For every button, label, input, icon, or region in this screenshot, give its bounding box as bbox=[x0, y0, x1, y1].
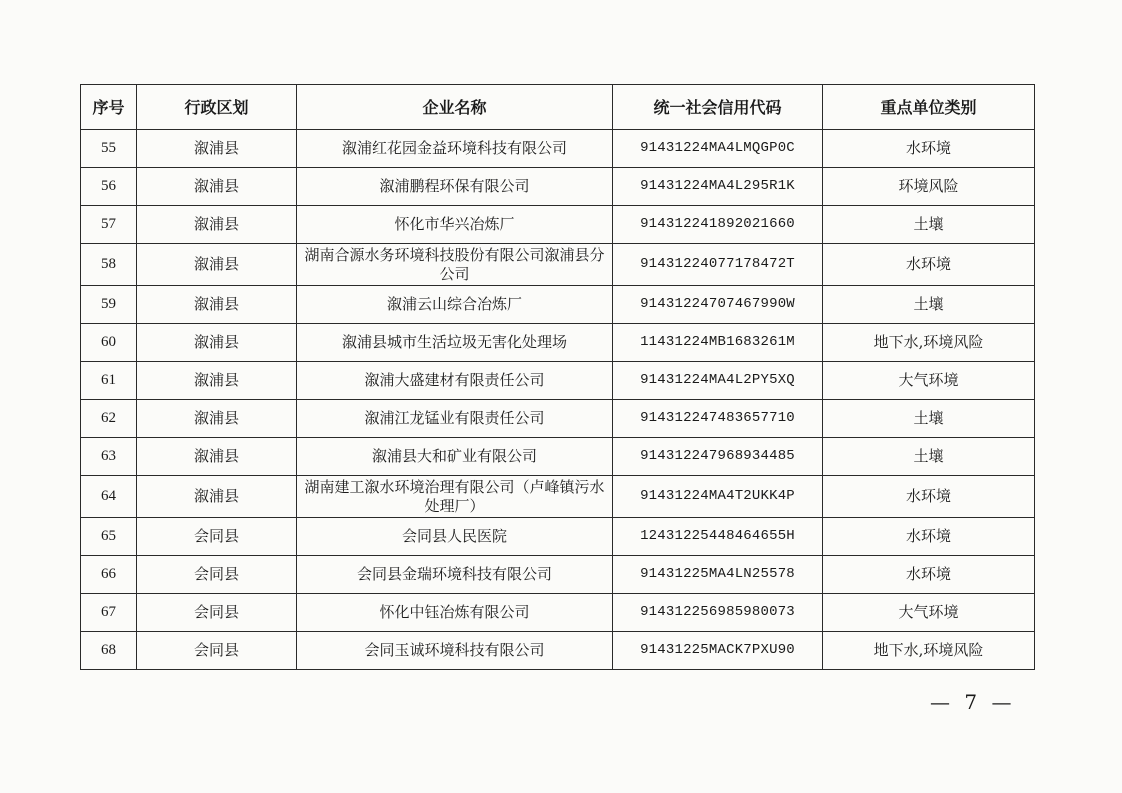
cell-region: 会同县 bbox=[137, 594, 297, 632]
cell-credit-code: 91431224MA4L295R1K bbox=[613, 168, 823, 206]
header-region: 行政区划 bbox=[137, 85, 297, 130]
table-row bbox=[81, 476, 1035, 518]
cell-company-name: 溆浦鹏程环保有限公司 bbox=[297, 168, 613, 206]
cell-serial: 61 bbox=[81, 362, 137, 400]
table-row bbox=[81, 286, 1035, 324]
table-row bbox=[81, 632, 1035, 670]
header-category: 重点单位类别 bbox=[823, 85, 1035, 130]
table-row bbox=[81, 324, 1035, 362]
cell-region: 溆浦县 bbox=[137, 168, 297, 206]
cell-serial: 58 bbox=[81, 244, 137, 286]
cell-region: 溆浦县 bbox=[137, 324, 297, 362]
table-row bbox=[81, 168, 1035, 206]
cell-credit-code: 91431224707467990W bbox=[613, 286, 823, 324]
cell-category: 土壤 bbox=[823, 286, 1035, 324]
cell-serial: 64 bbox=[81, 476, 137, 518]
cell-company-name: 怀化中钰冶炼有限公司 bbox=[297, 594, 613, 632]
enterprise-table-container bbox=[80, 84, 1034, 670]
cell-company-name: 溆浦县城市生活垃圾无害化处理场 bbox=[297, 324, 613, 362]
cell-serial: 60 bbox=[81, 324, 137, 362]
cell-category: 大气环境 bbox=[823, 594, 1035, 632]
table-row bbox=[81, 130, 1035, 168]
cell-region: 会同县 bbox=[137, 556, 297, 594]
cell-credit-code: 11431224MB1683261M bbox=[613, 324, 823, 362]
cell-serial: 62 bbox=[81, 400, 137, 438]
cell-credit-code: 12431225448464655H bbox=[613, 518, 823, 556]
cell-serial: 65 bbox=[81, 518, 137, 556]
cell-serial: 68 bbox=[81, 632, 137, 670]
cell-company-name: 溆浦县大和矿业有限公司 bbox=[297, 438, 613, 476]
cell-category: 地下水,环境风险 bbox=[823, 324, 1035, 362]
cell-company-name: 溆浦大盛建材有限责任公司 bbox=[297, 362, 613, 400]
cell-category: 土壤 bbox=[823, 400, 1035, 438]
cell-category: 地下水,环境风险 bbox=[823, 632, 1035, 670]
cell-credit-code: 914312256985980073 bbox=[613, 594, 823, 632]
cell-region: 溆浦县 bbox=[137, 476, 297, 518]
cell-region: 溆浦县 bbox=[137, 244, 297, 286]
table-row bbox=[81, 206, 1035, 244]
cell-serial: 63 bbox=[81, 438, 137, 476]
table-row bbox=[81, 556, 1035, 594]
cell-region: 溆浦县 bbox=[137, 438, 297, 476]
cell-region: 溆浦县 bbox=[137, 130, 297, 168]
cell-region: 溆浦县 bbox=[137, 400, 297, 438]
enterprise-table bbox=[80, 84, 1035, 670]
cell-credit-code: 914312241892021660 bbox=[613, 206, 823, 244]
cell-company-name: 湖南合源水务环境科技股份有限公司溆浦县分公司 bbox=[297, 244, 613, 286]
cell-serial: 55 bbox=[81, 130, 137, 168]
cell-company-name: 溆浦江龙锰业有限责任公司 bbox=[297, 400, 613, 438]
table-row bbox=[81, 594, 1035, 632]
cell-category: 土壤 bbox=[823, 438, 1035, 476]
table-row bbox=[81, 244, 1035, 286]
cell-category: 环境风险 bbox=[823, 168, 1035, 206]
cell-company-name: 湖南建工溆水环境治理有限公司（卢峰镇污水处理厂） bbox=[297, 476, 613, 518]
cell-company-name: 怀化市华兴冶炼厂 bbox=[297, 206, 613, 244]
cell-region: 会同县 bbox=[137, 632, 297, 670]
cell-category: 水环境 bbox=[823, 244, 1035, 286]
cell-credit-code: 91431225MACK7PXU90 bbox=[613, 632, 823, 670]
header-company-name: 企业名称 bbox=[297, 85, 613, 130]
cell-category: 土壤 bbox=[823, 206, 1035, 244]
table-header-row bbox=[81, 85, 1035, 130]
cell-company-name: 会同玉诚环境科技有限公司 bbox=[297, 632, 613, 670]
header-credit-code: 统一社会信用代码 bbox=[613, 85, 823, 130]
table-row bbox=[81, 438, 1035, 476]
cell-credit-code: 91431225MA4LN25578 bbox=[613, 556, 823, 594]
header-serial: 序号 bbox=[81, 85, 137, 130]
cell-credit-code: 91431224MA4T2UKK4P bbox=[613, 476, 823, 518]
table-row bbox=[81, 518, 1035, 556]
cell-serial: 57 bbox=[81, 206, 137, 244]
cell-credit-code: 914312247483657710 bbox=[613, 400, 823, 438]
cell-region: 会同县 bbox=[137, 518, 297, 556]
cell-region: 溆浦县 bbox=[137, 362, 297, 400]
cell-company-name: 会同县金瑞环境科技有限公司 bbox=[297, 556, 613, 594]
cell-region: 溆浦县 bbox=[137, 286, 297, 324]
cell-credit-code: 91431224MA4L2PY5XQ bbox=[613, 362, 823, 400]
cell-region: 溆浦县 bbox=[137, 206, 297, 244]
cell-serial: 66 bbox=[81, 556, 137, 594]
cell-credit-code: 91431224MA4LMQGP0C bbox=[613, 130, 823, 168]
cell-company-name: 会同县人民医院 bbox=[297, 518, 613, 556]
cell-category: 大气环境 bbox=[823, 362, 1035, 400]
cell-credit-code: 91431224077178472T bbox=[613, 244, 823, 286]
cell-category: 水环境 bbox=[823, 518, 1035, 556]
cell-category: 水环境 bbox=[823, 130, 1035, 168]
cell-serial: 59 bbox=[81, 286, 137, 324]
cell-category: 水环境 bbox=[823, 556, 1035, 594]
cell-serial: 67 bbox=[81, 594, 137, 632]
cell-category: 水环境 bbox=[823, 476, 1035, 518]
page-number: — 7 — bbox=[930, 690, 1016, 714]
cell-credit-code: 914312247968934485 bbox=[613, 438, 823, 476]
cell-company-name: 溆浦云山综合冶炼厂 bbox=[297, 286, 613, 324]
cell-company-name: 溆浦红花园金益环境科技有限公司 bbox=[297, 130, 613, 168]
cell-serial: 56 bbox=[81, 168, 137, 206]
table-row bbox=[81, 362, 1035, 400]
table-row bbox=[81, 400, 1035, 438]
